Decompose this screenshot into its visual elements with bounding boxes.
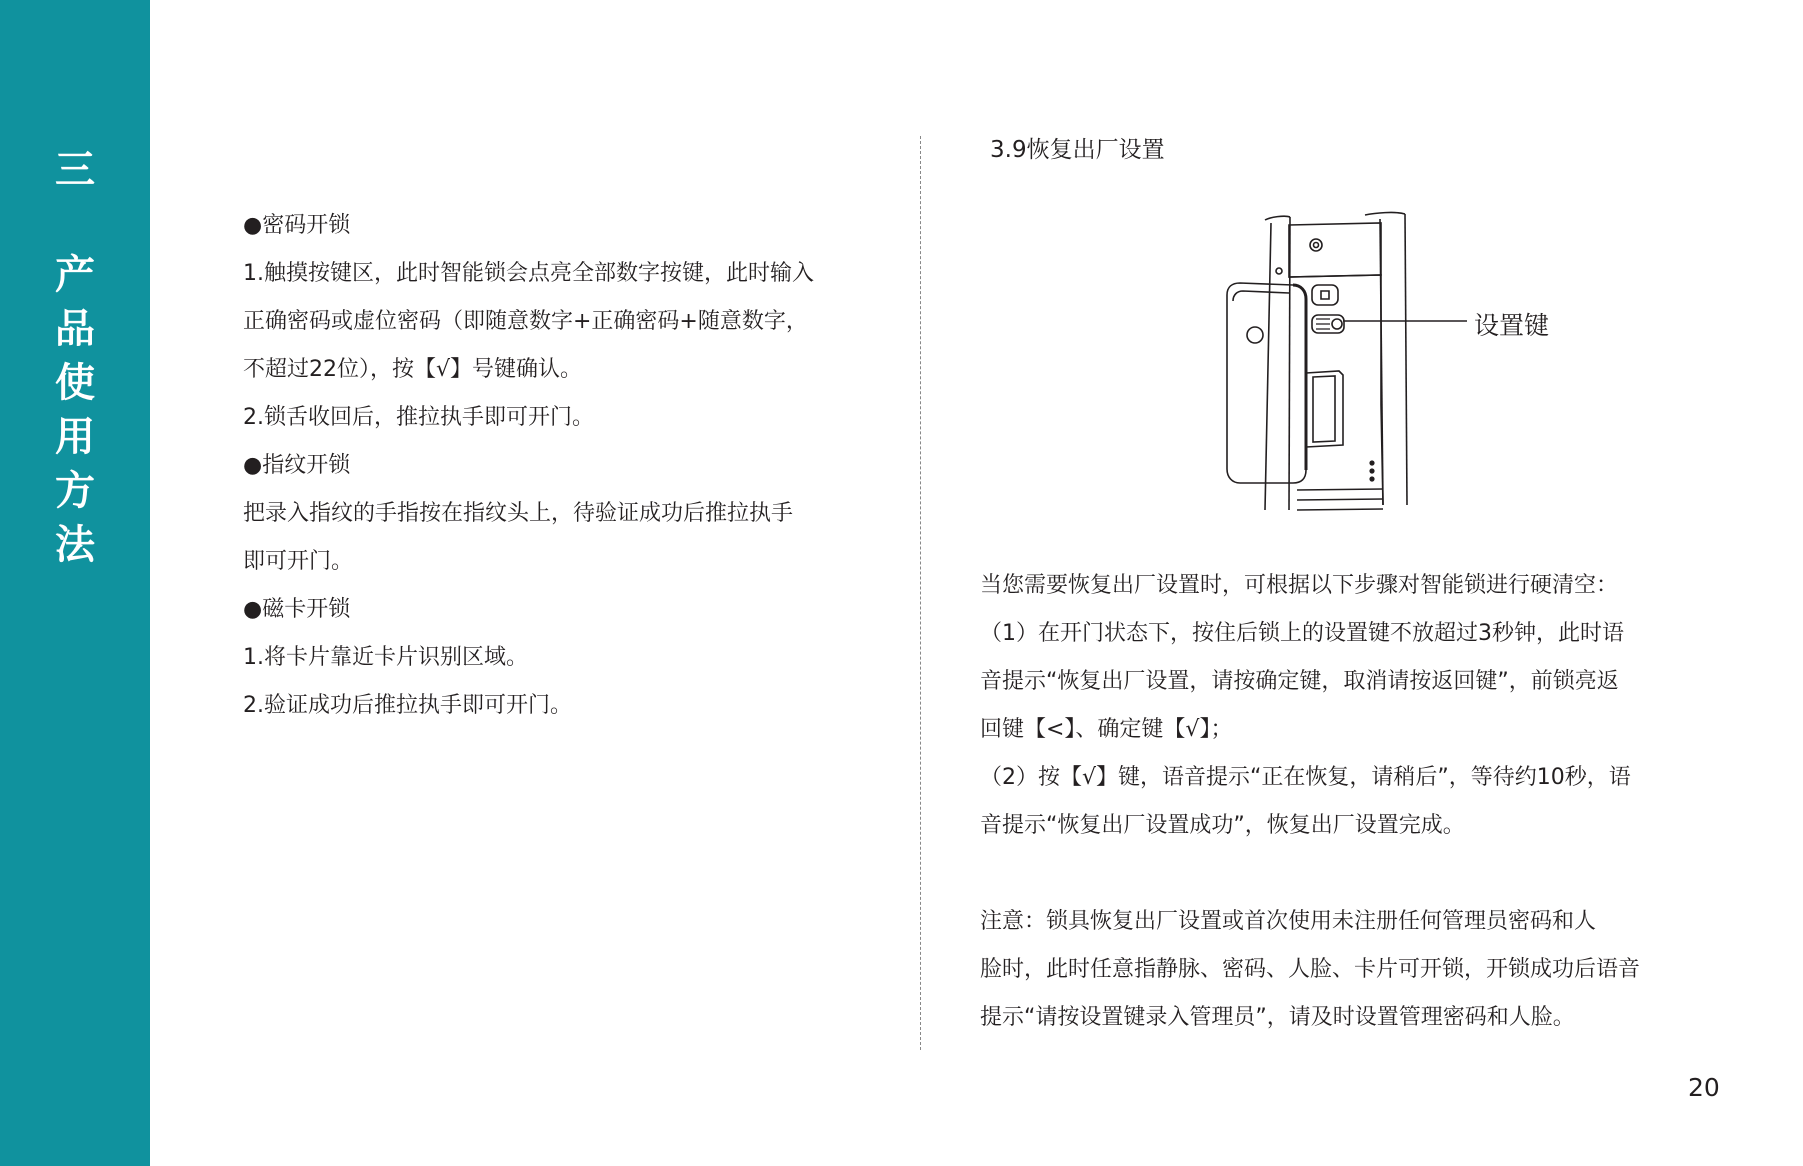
section-title: 3.9恢复出厂设置 bbox=[990, 137, 1165, 163]
text-line: 回键【<】、确定键【√】； bbox=[980, 717, 1233, 742]
chapter-number: 三 bbox=[55, 147, 95, 193]
chapter-title-char: 使 bbox=[55, 360, 95, 406]
text-line: 不超过22位），按【√】号键确认。 bbox=[243, 357, 583, 382]
chapter-title bbox=[0, 248, 150, 572]
chapter-title-char: 方 bbox=[55, 468, 95, 514]
note-line: 脸时，此时任意指静脉、密码、人脸、卡片可开锁，开锁成功后语音 bbox=[980, 957, 1641, 982]
chapter-title-char: 品 bbox=[55, 306, 95, 352]
text-line: 正确密码或虚位密码（即随意数字+正确密码+随意数字， bbox=[243, 309, 808, 334]
text-line: 即可开门。 bbox=[243, 549, 354, 574]
text-line: 1.触摸按键区，此时智能锁会点亮全部数字按键，此时输入 bbox=[243, 261, 814, 286]
heading-password-unlock: ●密码开锁 bbox=[243, 213, 351, 238]
page-number: 20 bbox=[1688, 1073, 1720, 1102]
chapter-sidebar bbox=[0, 0, 150, 1166]
lock-illustration bbox=[1205, 205, 1535, 525]
chapter-title-char: 产 bbox=[55, 252, 95, 298]
text-line: 把录入指纹的手指按在指纹头上，待验证成功后推拉执手 bbox=[243, 501, 794, 526]
note-line: 注意：锁具恢复出厂设置或首次使用未注册任何管理员密码和人 bbox=[980, 909, 1597, 934]
chapter-title-char: 用 bbox=[55, 414, 95, 460]
text-line: （1）在开门状态下，按住后锁上的设置键不放超过3秒钟，此时语 bbox=[980, 621, 1624, 646]
text-line: 2.验证成功后推拉执手即可开门。 bbox=[243, 693, 572, 718]
heading-card-unlock: ●磁卡开锁 bbox=[243, 597, 351, 622]
text-line: 当您需要恢复出厂设置时，可根据以下步骤对智能锁进行硬清空： bbox=[980, 573, 1619, 598]
text-line: 1.将卡片靠近卡片识别区域。 bbox=[243, 645, 528, 670]
text-line: 音提示“恢复出厂设置，请按确定键，取消请按返回键”，前锁亮返 bbox=[980, 669, 1619, 694]
right-column-text bbox=[980, 562, 1680, 1042]
text-line: 音提示“恢复出厂设置成功”，恢复出厂设置完成。 bbox=[980, 813, 1465, 838]
setting-key-label: 设置键 bbox=[1474, 311, 1550, 340]
text-line: （2）按【√】键，语音提示“正在恢复，请稍后”，等待约10秒，语 bbox=[980, 765, 1631, 790]
text-line: 2.锁舌收回后，推拉执手即可开门。 bbox=[243, 405, 594, 430]
heading-fingerprint-unlock: ●指纹开锁 bbox=[243, 453, 351, 478]
column-divider bbox=[920, 136, 921, 1050]
note-line: 提示“请按设置键录入管理员”，请及时设置管理密码和人脸。 bbox=[980, 1005, 1575, 1030]
left-column-text bbox=[243, 202, 883, 730]
chapter-title-char: 法 bbox=[55, 522, 95, 568]
